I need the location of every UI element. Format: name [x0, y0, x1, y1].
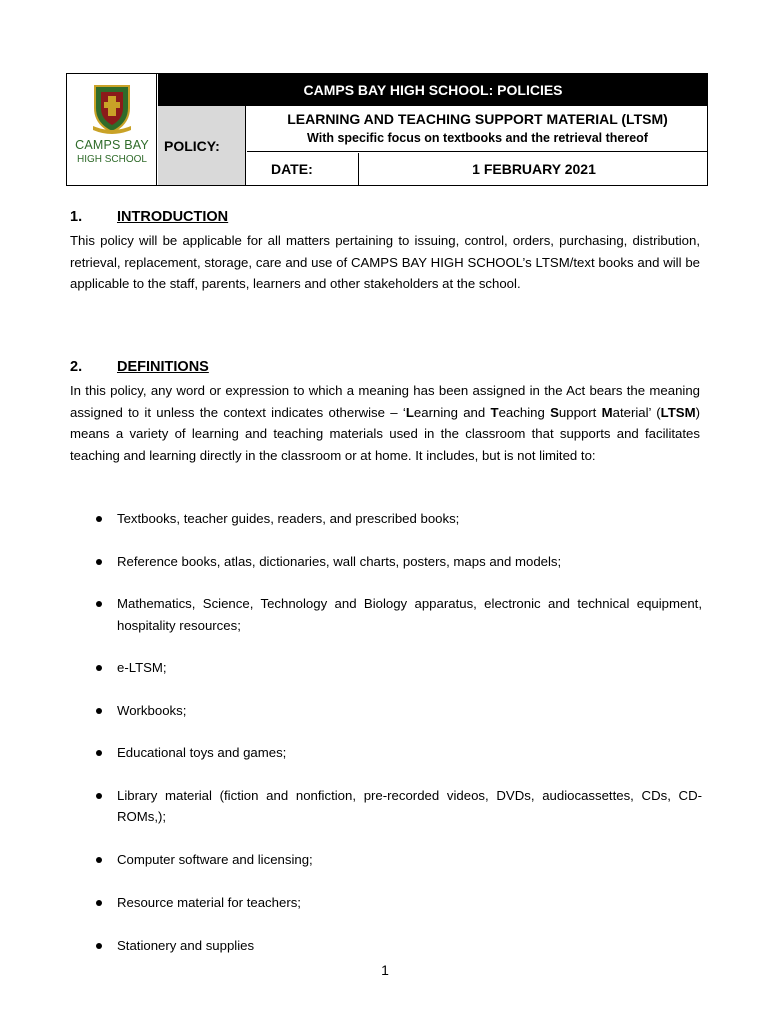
section-title: INTRODUCTION [117, 209, 229, 225]
school-logo [67, 74, 157, 185]
list-item: Library material (fiction and nonfiction, pre-recorded videos, DVDs, audiocassettes, CDs, CD-ROMs,); [92, 785, 702, 828]
list-item: Workbooks; [92, 700, 702, 722]
section-number: 1. [70, 209, 83, 225]
section-number: 2. [70, 359, 83, 375]
ltsm-abbreviation: LTSM [660, 404, 696, 420]
policy-header-table [66, 73, 708, 186]
definitions-text: In this policy, any word or expression to which a meaning has been assigned in the Act bears the meaning assigned to it unless the context indicates otherwise – ‘Learning and Teaching Support Material’ (LTSM) means a variety of learning and teaching materials used in the classroom that supports and facilitates teaching and learning directly in the classroom or at home. It includes, but is not limited to: [70, 383, 700, 463]
logo-school-name: CAMPS BAY [75, 138, 149, 152]
date-value: 1 FEBRUARY 2021 [472, 161, 596, 177]
list-item: Stationery and supplies [92, 935, 702, 957]
definitions-heading [70, 359, 209, 375]
school-crest-icon [91, 82, 133, 134]
list-item: e-LTSM; [92, 657, 702, 679]
introduction-text: This policy will be applicable for all matters pertaining to issuing, control, orders, purchasing, distribution, retrieval, replacement, storage, care and use of CAMPS BAY HIGH SCHOOL’s LTSM/text books and will be applicable to the staff, parents, learners and other stakeholders at the school. [70, 233, 700, 291]
list-item: Mathematics, Science, Technology and Biology apparatus, electronic and technical equipment, hospitality resources; [92, 593, 702, 636]
date-label: DATE: [247, 153, 359, 185]
school-policies-title: CAMPS BAY HIGH SCHOOL: POLICIES [158, 74, 708, 106]
list-item: Educational toys and games; [92, 742, 702, 764]
list-item: Computer software and licensing; [92, 849, 702, 871]
policy-label: POLICY: [158, 106, 246, 185]
introduction-heading [70, 209, 228, 225]
section-title: DEFINITIONS [117, 359, 209, 375]
logo-school-type: HIGH SCHOOL [76, 154, 147, 165]
ltsm-items-list [92, 508, 702, 956]
list-item: Reference books, atlas, dictionaries, wall charts, posters, maps and models; [92, 551, 702, 573]
page-number: 1 [381, 962, 389, 978]
policy-subtitle: With specific focus on textbooks and the retrieval thereof [307, 131, 648, 145]
policy-title: LEARNING AND TEACHING SUPPORT MATERIAL (LTSM) [287, 111, 668, 127]
policy-title-cell [247, 106, 708, 152]
list-item: Textbooks, teacher guides, readers, and prescribed books; [92, 508, 702, 530]
list-item: Resource material for teachers; [92, 892, 702, 914]
